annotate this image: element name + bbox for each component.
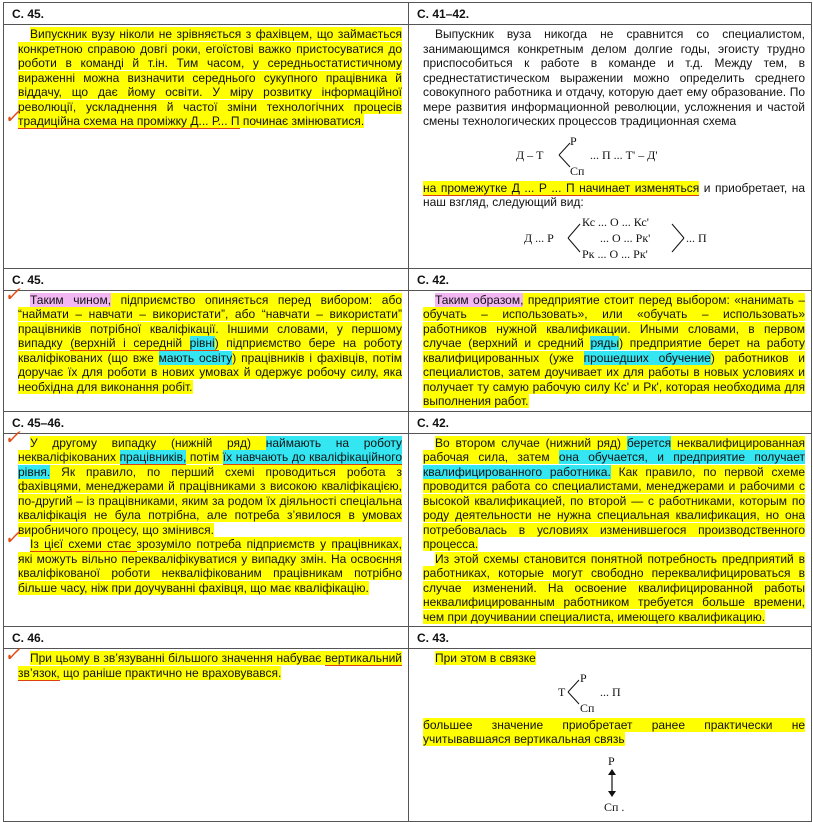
text-fragment: прошедших обучение <box>583 350 711 365</box>
ru-cell-3 <box>409 411 812 627</box>
uk-cell-2 <box>4 268 409 411</box>
text-fragment: У другому випадку <box>30 435 171 450</box>
checkmark-icon: ✓ <box>4 642 21 666</box>
text-fragment: на промежутке Д ... Р ... П начинает изменяться <box>423 180 700 195</box>
uk-paragraph <box>18 293 402 395</box>
text-fragment: традиційна схема на проміжку Д... Р... П <box>18 114 240 128</box>
text-fragment: ) <box>232 350 237 365</box>
scheme-diagram-3 <box>534 670 694 714</box>
uk-text-2 <box>4 281 408 397</box>
uk-cell-4 <box>4 627 409 822</box>
text-fragment: предприятие стоит перед выбором: «нанимать – обучать – использовать», или «обучать – использовать» работников нужной квалификации. Иными словами, в первом случае (верхний и средний <box>423 292 805 350</box>
ru-paragraph <box>423 436 805 552</box>
diagram-label: Сп <box>570 163 585 177</box>
text-fragment: Таким образом, <box>435 292 524 307</box>
text-fragment: їх навчають до кваліфікаційного рівня. <box>18 450 402 479</box>
text-fragment: (нижній ряд) <box>170 435 252 450</box>
diagram-label: Д – Т <box>516 147 544 162</box>
ru-text-fragment: При этом в связке <box>435 651 536 665</box>
text-fragment: працівників і фахівців, потім доручає їх для роботи в нових умовах й одержує робочу силу, яка необхідна для виконання робіт. <box>18 350 402 394</box>
ru-paragraph <box>423 718 805 747</box>
diagram-label: ... О ... Рк' <box>600 230 651 245</box>
text-fragment: підприємство бере на роботу кваліфікованих <box>18 336 402 365</box>
diagram-label: Рк ... О ... Рк' <box>582 246 648 261</box>
text-fragment: ) предприятие берет на работу квалифицированных (уже <box>423 336 805 365</box>
ru-text-fragment: большее значение приобретает ранее практически не учитывавшаяся вертикальная связь <box>423 717 805 746</box>
text-fragment: некваліфікованих <box>18 450 120 464</box>
text-fragment: Таким чином, <box>30 292 112 307</box>
text-fragment: потім <box>186 450 223 464</box>
text-fragment: наймають на роботу <box>265 435 402 450</box>
ru-paragraph <box>423 181 805 210</box>
checkmark-icon: ✓ <box>4 424 21 449</box>
ru-page-ref: С. 43. <box>409 627 811 649</box>
comparison-row-2 <box>4 268 812 411</box>
text-fragment: вертикальний зв’язок, <box>18 651 402 680</box>
uk-page-ref: С. 45. <box>4 3 408 25</box>
scheme-diagram-2 <box>484 214 744 262</box>
ru-paragraph <box>423 293 805 409</box>
ru-paragraph: Выпускник вуза никогда не сравнится со специалистом, занимающимся конкретным делом долгие годы, эгоисту трудно приспособиться к работе в команде и т.д. Между тем, в среднестатистическом выражении можно определить среднего совокупного работника и отдачу, которую дает ему образование. По мере развития информационной революции, усложнения и частой смены технологических процессов традиционная схема <box>423 27 805 128</box>
text-fragment: берется <box>626 435 672 450</box>
uk-page-ref: С. 45. <box>4 269 408 291</box>
diagram-label: ... П <box>686 230 707 245</box>
ru-paragraph <box>423 651 805 666</box>
scheme-diagram-4 <box>584 751 644 815</box>
text-fragment: мають освіту <box>158 350 233 365</box>
text-fragment: потреба підприємств у працівниках, які можуть вільно перекваліфікуватися у випадку змін. На освоєння кваліфікованої роботи некваліфікованим працівникам потрібно більше часу, ніж при доучуванні фахівця, що має кваліфікацію. <box>18 537 402 595</box>
uk-text-4 <box>4 642 408 682</box>
text-fragment: рівні <box>189 336 215 350</box>
text-fragment: Як правило, по перший схемі проводиться робота з фахівцями, менеджерами й працівниками з високою кваліфікацією, по-другий – із працівниками, яким за родом їх діяльності спеціальна кваліфікація не була потрібна, але потреба з’явилося в умовах виробничого процесу, що змінився. <box>18 464 402 537</box>
text-fragment: неквалифицированная рабочая сила, затем <box>423 435 806 464</box>
text-fragment: починає змінюватися. <box>239 114 365 128</box>
diagram-label: Сп <box>580 700 595 714</box>
text-fragment: Как правило, по первой схеме проводится работа со специалистами, менеджерами и рабочими с высокой квалификацией, по второй — с работниками, которым по роду деятельности не нужна специальная квалификация, но она потребовалась в условиях изменившегося производственного процесса. <box>423 464 806 551</box>
diagram-label: Р <box>580 670 587 685</box>
uk-paragraph <box>18 27 402 129</box>
ru-cell-2 <box>409 268 812 411</box>
text-fragment: ) работников и специалистов, затем доучивает их для работы в новых условиях и получает ту самую рабочую силу Кс' и Рк', которая необходима для выполнения работ. <box>423 350 806 408</box>
checkmark-icon: ✓ <box>4 524 21 549</box>
text-fragment: и приобретает, на наш взгляд, следующий вид: <box>423 180 805 209</box>
comparison-row-4 <box>4 627 812 822</box>
comparison-row-3 <box>4 411 812 627</box>
comparison-table <box>3 2 812 822</box>
text-fragment: що раніше практично не враховувався. <box>59 665 282 680</box>
ru-text-4 <box>409 649 811 821</box>
text-fragment: ) <box>214 336 219 350</box>
text-fragment: Випускник вузу ніколи не зрівняється з фахівцем, що займається конкретною справою довгі роки, егоїстові важко пристосуватися до роботи в команді й т.ін. Тим часом, у середньостатистичному вираженні можна визначити середнього сукупного працівника й віддачу, що дає йому освіти. У міру розвитку інформаційної революції, ускладнення й частої зміни технологічних процесів <box>18 27 402 114</box>
text-fragment: (верхній і середній <box>70 336 190 350</box>
checkmark-icon: ✓ <box>4 281 21 306</box>
uk-page-ref: С. 46. <box>4 627 408 649</box>
uk-paragraph <box>18 651 402 680</box>
text-fragment: При цьому в зв’язуванні більшого значення набуває <box>30 651 325 665</box>
text-fragment: Из этой схемы становится понятной потребность предприятий в работниках, которые могут свободно переквалифицироваться в случае изменений. На освоение квалифицированной работы неквалифицированным работником требуется больше времени, чем при доучивании специалиста, имеющего квалификацию. <box>423 551 805 624</box>
diagram-label: Д ... Р <box>524 230 554 245</box>
diagram-label: ... П ... Т' – Д' <box>590 147 658 162</box>
uk-paragraph <box>18 537 402 595</box>
text-fragment: ряды <box>590 336 620 350</box>
ru-text-2 <box>409 291 811 411</box>
text-fragment: працівників, <box>119 450 187 464</box>
text-fragment: Із цієї схеми стає <box>30 537 137 551</box>
text-fragment: она обучается, и предприятие получает квалифицированного работника. <box>423 450 805 479</box>
diagram-label: Т <box>558 684 566 699</box>
text-fragment: підприємство опиняється перед вибором: або “наймати – навчати – використати”, або “навчати – використати” працівників потрібної кваліфікації. Іншими словами, у першому випадку <box>18 292 403 350</box>
text-fragment: зрозуміло <box>136 537 192 551</box>
uk-text-1 <box>4 25 408 131</box>
uk-cell-3 <box>4 411 409 627</box>
text-fragment: Во втором случае (нижний ряд) <box>435 435 627 450</box>
uk-cell-1 <box>4 3 409 269</box>
text-fragment: (що вже <box>107 350 159 365</box>
checkmark-icon: ✓ <box>4 104 21 128</box>
ru-page-ref: С. 41–42. <box>409 3 811 25</box>
ru-cell-1 <box>409 3 812 269</box>
text-fragment <box>251 436 266 450</box>
uk-page-ref: С. 45–46. <box>4 412 408 434</box>
diagram-label: Р <box>608 753 615 768</box>
uk-text-3 <box>4 424 408 598</box>
uk-paragraph <box>18 436 402 538</box>
ru-page-ref: С. 42. <box>409 269 811 291</box>
diagram-label: Р <box>570 133 577 148</box>
diagram-label: ... П <box>600 684 621 699</box>
ru-page-ref: С. 42. <box>409 412 811 434</box>
ru-cell-4 <box>409 627 812 822</box>
diagram-label: Кс ... О ... Кс' <box>582 214 649 229</box>
ru-text-3 <box>409 434 811 627</box>
diagram-label: Сп . <box>604 799 625 814</box>
scheme-diagram-1 <box>504 133 724 177</box>
comparison-row-1 <box>4 3 812 269</box>
ru-paragraph <box>423 552 805 625</box>
ru-text-1 <box>409 25 811 268</box>
